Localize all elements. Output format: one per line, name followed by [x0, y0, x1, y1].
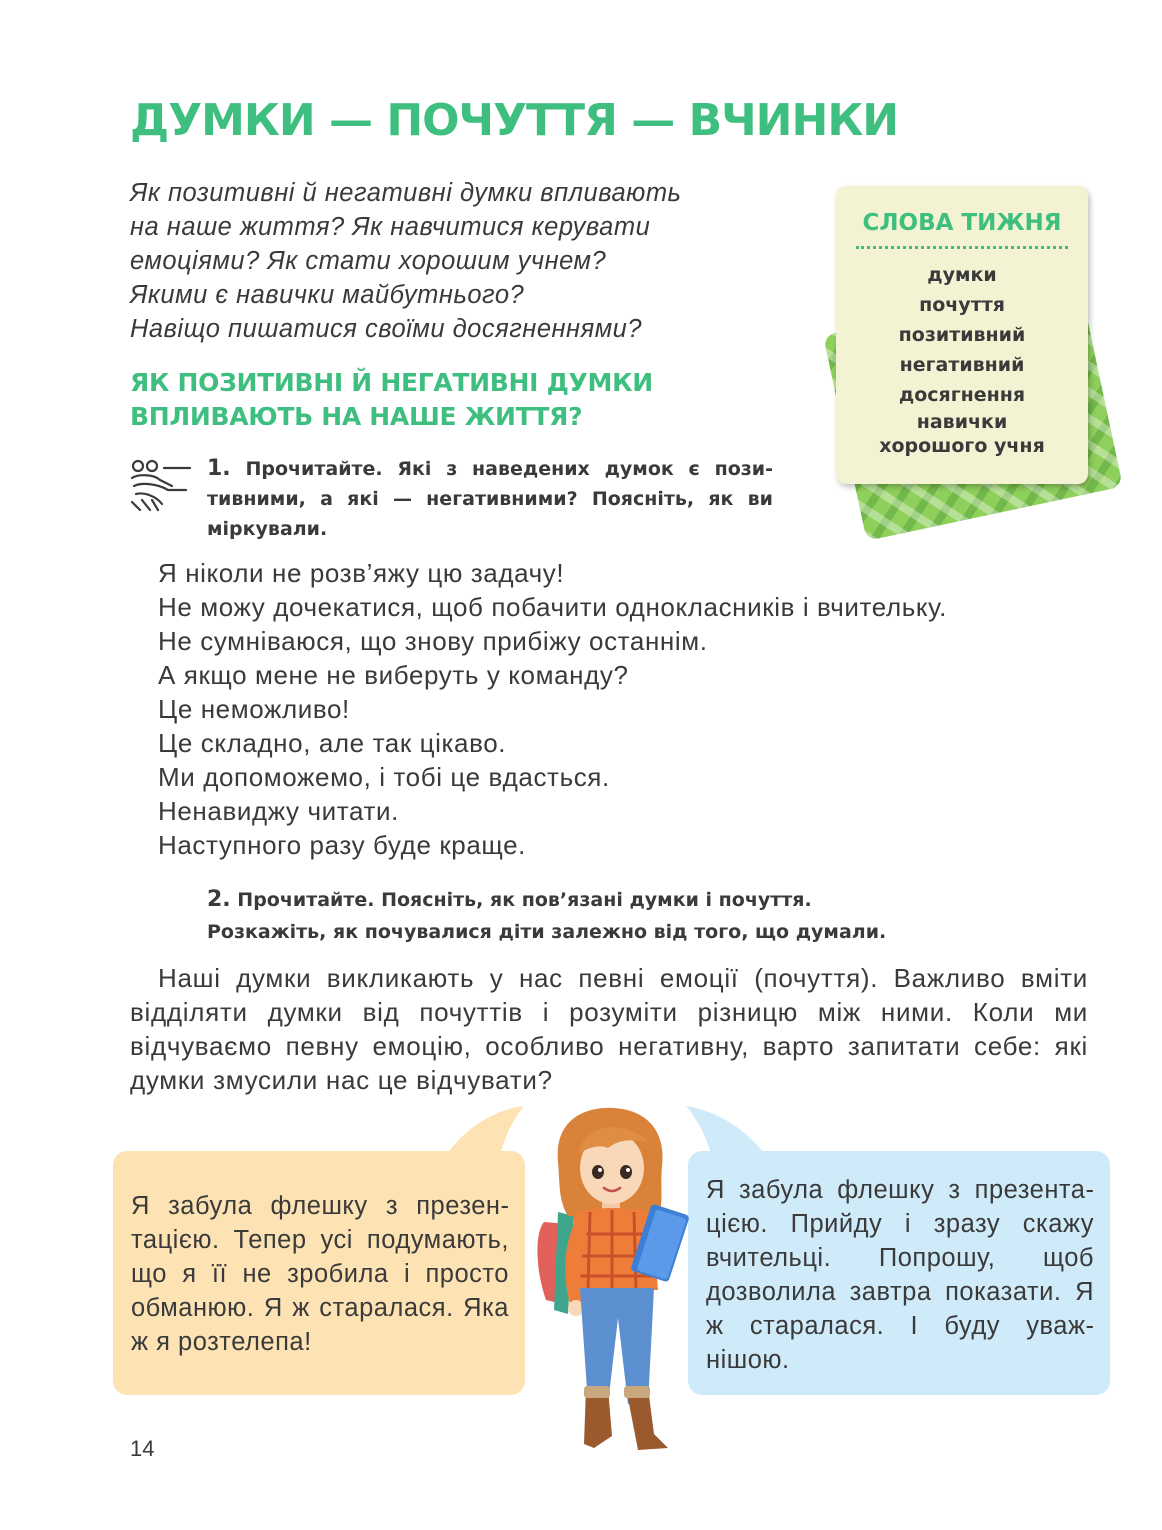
speech-bubble-negative: [113, 1151, 525, 1395]
pair-work-icon: [128, 456, 194, 516]
intro-questions: [130, 176, 790, 346]
card-title: СЛОВА ТИЖНЯ: [862, 210, 1062, 236]
card-word: досягнення: [898, 384, 1026, 406]
task-1-instructions: [207, 454, 773, 544]
bubble-text: Я забула флешку з презентацією. Прийду і зразу скажу вчительці. Попрошу, щоб дозволила завтра показати. Я ж старалася. І буду уважнішою.: [706, 1176, 1094, 1374]
thought-item: Це неможливо!: [158, 694, 350, 724]
card-word: хорошого учня: [879, 435, 1045, 457]
task-text: Прочитайте. Поясніть, як пов’язані думки і почуття.: [237, 889, 812, 911]
words-of-week-card: [836, 186, 1088, 484]
card-word: думки: [927, 264, 997, 286]
task-2-instructions: [207, 884, 1007, 948]
page-number: 14: [130, 1436, 155, 1461]
thought-item: А якщо мене не виберуть у команду?: [158, 660, 629, 690]
page-title: ДУМКИ — ПОЧУТТЯ — ВЧИНКИ: [130, 95, 899, 146]
bubble-text: Я забула флешку з презентацією. Тепер усі подумають, що я її не зробила і просто обманюю. Я ж старалася. Яка ж я розтелепа!: [131, 1192, 509, 1356]
thought-item: Не можу дочекатися, щоб побачити однокласників і вчительку.: [158, 592, 947, 622]
speech-bubble-positive: [688, 1151, 1110, 1395]
thought-item: Наступного разу буде краще.: [158, 830, 526, 860]
card-word: почуття: [919, 294, 1005, 316]
intro-line: Навіщо пишатися своїми досягненнями?: [130, 315, 643, 343]
card-word: негативний: [899, 354, 1025, 376]
thought-item: Ненавиджу читати.: [158, 796, 399, 826]
thought-item: Не сумніваюся, що знову прибіжу останнім.: [158, 626, 708, 656]
thought-item: Це складно, але так цікаво.: [158, 728, 507, 758]
explanation-paragraph: Наші думки викликають у нас певні емоції (почуття). Важливо вміти відділяти думки від почуттів і розуміти різницю між ними. Коли ми відчуваємо певну емоцію, особливо негативну, варто запитати себе: які думки змусили нас це відчувати?: [130, 963, 1088, 1095]
intro-line: Якими є навички майбутнього?: [130, 281, 525, 309]
card-word: позитивний: [898, 324, 1026, 346]
task-number: 2.: [207, 887, 231, 912]
thought-item: Я ніколи не розв’яжу цю задачу!: [158, 558, 565, 588]
intro-line: Як позитивні й негативні думки впливають: [130, 179, 682, 207]
thought-item: Ми допоможемо, і тобі це вдасться.: [158, 762, 610, 792]
intro-line: емоціями? Як стати хорошим учнем?: [130, 247, 607, 275]
card-word-list: [836, 260, 1088, 458]
card-divider: [856, 246, 1068, 249]
card-word: навички: [916, 411, 1008, 433]
intro-line: на наше життя? Як навчитися керувати: [130, 213, 651, 241]
task-number: 1.: [207, 456, 231, 481]
section-heading: ЯК ПОЗИТИВНІ Й НЕГАТИВНІ ДУМКИ ВПЛИВАЮТЬ НА НАШЕ ЖИТТЯ?: [130, 368, 653, 431]
thought-list: [158, 556, 1118, 862]
girl-illustration: [528, 1104, 696, 1454]
task-text: Розкажіть, як почувалися діти залежно від того, що думали.: [207, 921, 887, 943]
task-text: Прочитайте. Які з наведених думок є позитивними, а які — негативними? Поясніть, як ви міркували.: [207, 458, 774, 540]
